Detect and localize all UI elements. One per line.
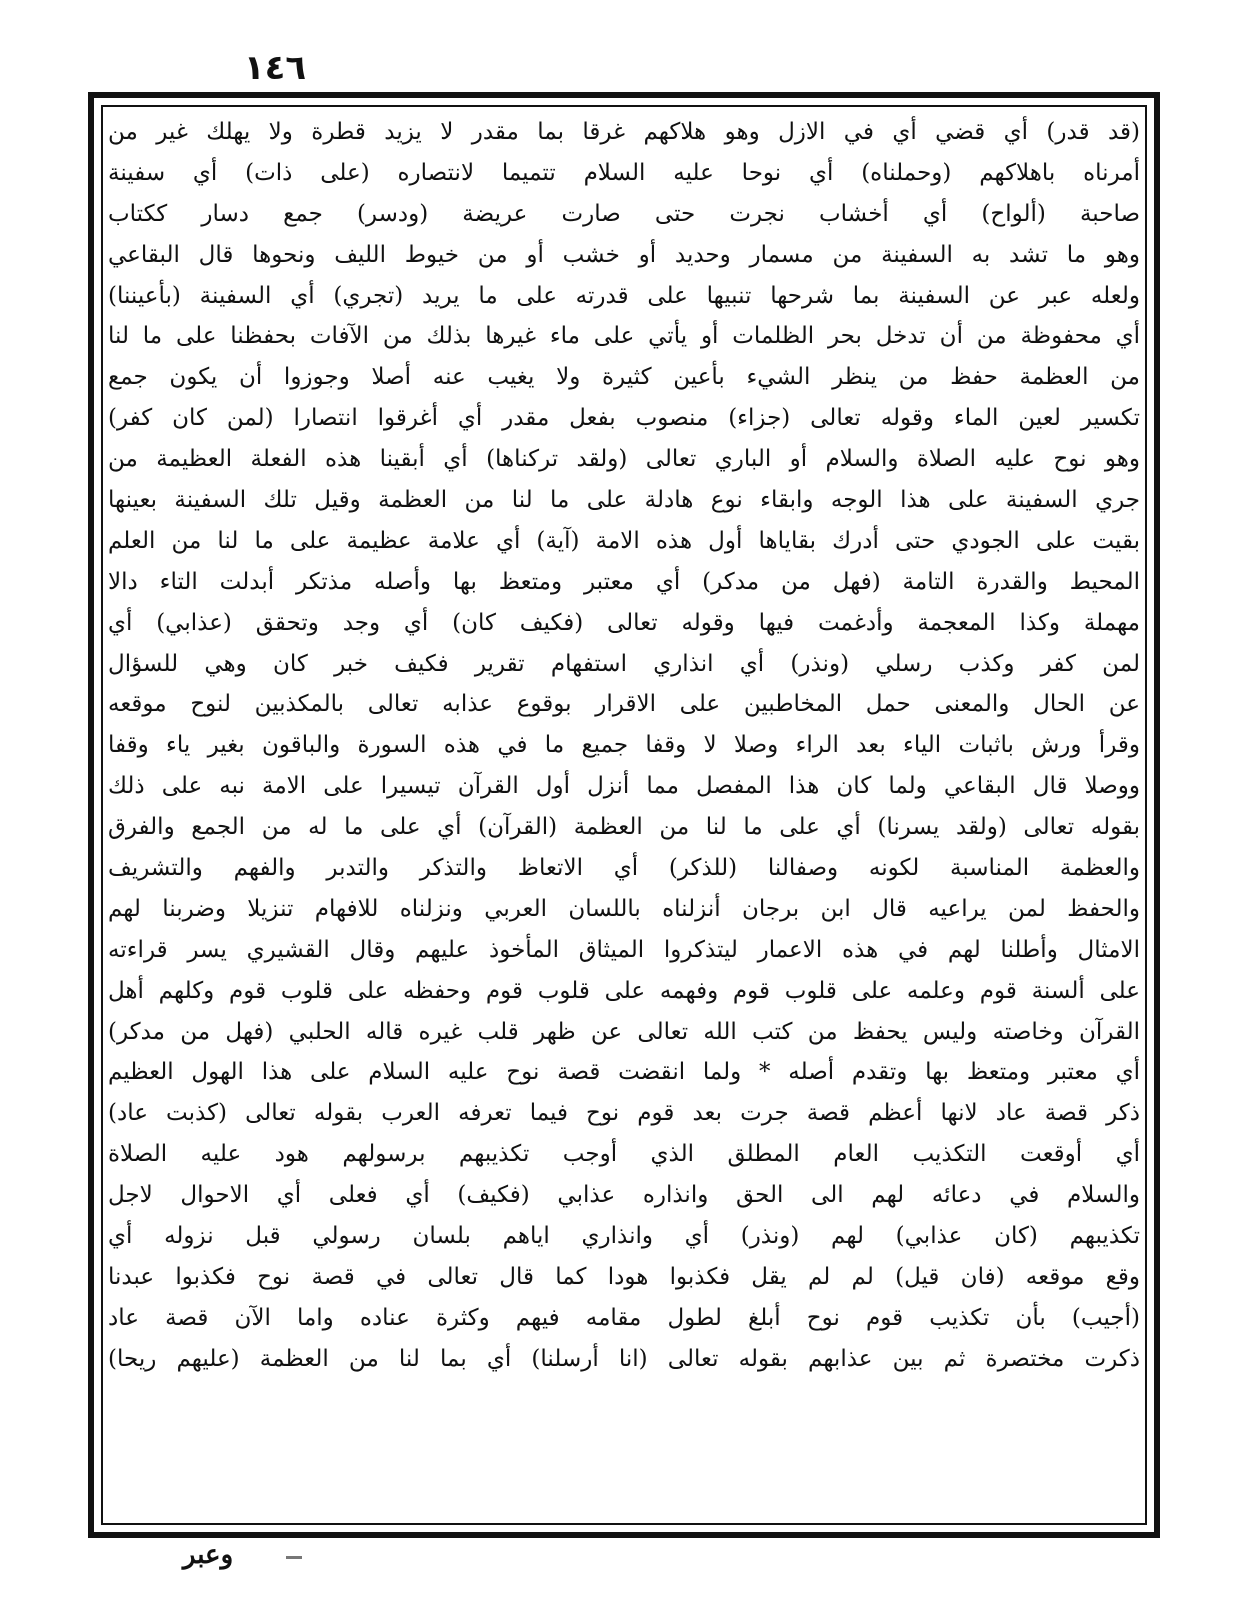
text-line: تكذيبهم (كان عذابي) لهم (ونذر) أي وانذاري اياهم بلسان رسولي قبل نزوله أي (108, 1223, 1140, 1250)
text-line: من العظمة حفظ من ينظر الشيء بأعين كثيرة ولا يغيب عنه أصلا وجوزوا أن يكون جمع (108, 364, 1140, 391)
text-line: أمرناه باهلاكهم (وحملناه) أي نوحا عليه السلام تتميما لانتصاره (على ذات) أي سفينة (108, 159, 1140, 186)
text-line: جري السفينة على هذا الوجه وابقاء نوع هادلة على ما لنا من العظمة وقيل تلك السفينة بعينها (108, 487, 1140, 514)
text-line: وقع موقعه (فان قيل) لم لم يقل فكذبوا هودا كما قال تعالى في قصة نوح فكذبوا عبدنا (108, 1263, 1140, 1290)
text-line: ذكر قصة عاد لانها أعظم قصة جرت بعد قوم نوح فيما تعرفه العرب بقوله تعالى (كذبت عاد) (108, 1100, 1140, 1127)
text-line: بقوله تعالى (ولقد يسرنا) أي على ما لنا من العظمة (القرآن) أي على ما له من الجمع والفرق (108, 814, 1140, 841)
page-number: ١٤٦ (243, 48, 307, 88)
text-line: وقرأ ورش باثبات الياء بعد الراء وصلا لا وقفا جميع ما في هذه السورة والباقون بغير ياء وقفا (108, 732, 1140, 759)
text-line: وهو نوح عليه الصلاة والسلام أو الباري تعالى (ولقد تركناها) أي أبقينا هذه الفعلة العظيمة من (108, 446, 1140, 473)
text-line: والحفظ لمن يراعيه قال ابن برجان أنزلناه باللسان العربي ونزلناه للافهام تنزيلا وضربنا لهم (108, 895, 1140, 922)
text-line: ذكرت مختصرة ثم بين عذابهم بقوله تعالى (انا أرسلنا) أي بما لنا من العظمة (عليهم ريحا) (108, 1345, 1140, 1372)
text-line: صاحبة (ألواح) أي أخشاب نجرت حتى صارت عريضة (ودسر) جمع دسار ككتاب (108, 200, 1140, 227)
text-line: عن الحال والمعنى حمل المخاطبين على الاقرار بوقوع عذابه تعالى بالمكذبين لنوح موقعه (108, 691, 1140, 718)
text-line: بقيت على الجودي حتى أدرك بقاياها أول هذه الامة (آية) أي علامة عظيمة على ما لنا من العلم (108, 527, 1140, 554)
text-line: أي محفوظة من أن تدخل بحر الظلمات أو يأتي على ماء غيرها بذلك من الآفات بحفظنا على ما لنا (108, 323, 1140, 350)
text-line: على ألسنة قوم وعلمه على قلوب قوم وفهمه على قلوب قوم وحفظه على قلوب قوم وكلهم أهل (108, 977, 1140, 1004)
text-line: ولعله عبر عن السفينة بما شرحها تنبيها على قدرته على ما يريد (تجري) أي السفينة (بأعيننا) (108, 282, 1140, 309)
text-line: الامثال وأطلنا لهم في هذه الاعمار ليتذكروا الميثاق المأخوذ عليهم وقال القشيري يسر قراءته (108, 936, 1140, 963)
text-line: والسلام في دعائه لهم الى الحق وانذاره عذابي (فكيف) أي فعلى أي الاحوال لاجل (108, 1182, 1140, 1209)
text-line: القرآن وخاصته وليس يحفظ من كتب الله تعالى عن ظهر قلب غيره قاله الحلبي (فهل من مدكر) (108, 1018, 1140, 1045)
text-line: والعظمة المناسبة لكونه وصفالنا (للذكر) أي الاتعاظ والتذكر والتدبر والفهم والتشريف (108, 855, 1140, 882)
scan-mark (286, 1556, 302, 1559)
text-line: (أجيب) بأن تكذيب قوم نوح أبلغ لطول مقامه فيهم وكثرة عناده واما الآن قصة عاد (108, 1304, 1140, 1331)
catchword: وعبر (182, 1540, 234, 1570)
main-text-block (108, 112, 1140, 1517)
text-line: أي معتبر ومتعظ بها وتقدم أصله * ولما انقضت قصة نوح عليه السلام على هذا الهول العظيم (108, 1059, 1140, 1086)
text-line: وهو ما تشد به السفينة من مسمار وحديد أو خشب أو من خيوط الليف ونحوها قال البقاعي (108, 241, 1140, 268)
text-line: المحيط والقدرة التامة (فهل من مدكر) أي معتبر ومتعظ بها وأصله مذتكر أبدلت التاء دالا (108, 568, 1140, 595)
text-line: لمن كفر وكذب رسلي (ونذر) أي انذاري استفهام تقرير فكيف خبر كان وهي للسؤال (108, 650, 1140, 677)
text-line: ووصلا قال البقاعي ولما كان هذا المفصل مما أنزل أول القرآن تيسيرا على الامة نبه على ذلك (108, 773, 1140, 800)
text-line: أي أوقعت التكذيب العام المطلق الذي أوجب تكذيبهم برسولهم هود عليه الصلاة (108, 1141, 1140, 1168)
text-line: تكسير لعين الماء وقوله تعالى (جزاء) منصوب بفعل مقدر أي أغرقوا انتصارا (لمن كان كفر) (108, 405, 1140, 432)
text-line: (قد قدر) أي قضي أي في الازل وهو هلاكهم غرقا بما مقدر لا يزيد قطرة ولا يهلك غير من (108, 119, 1140, 145)
text-line: مهملة وكذا المعجمة وأدغمت فيها وقوله تعالى (فكيف كان) أي وجد وتحقق (عذابي) أي (108, 609, 1140, 636)
